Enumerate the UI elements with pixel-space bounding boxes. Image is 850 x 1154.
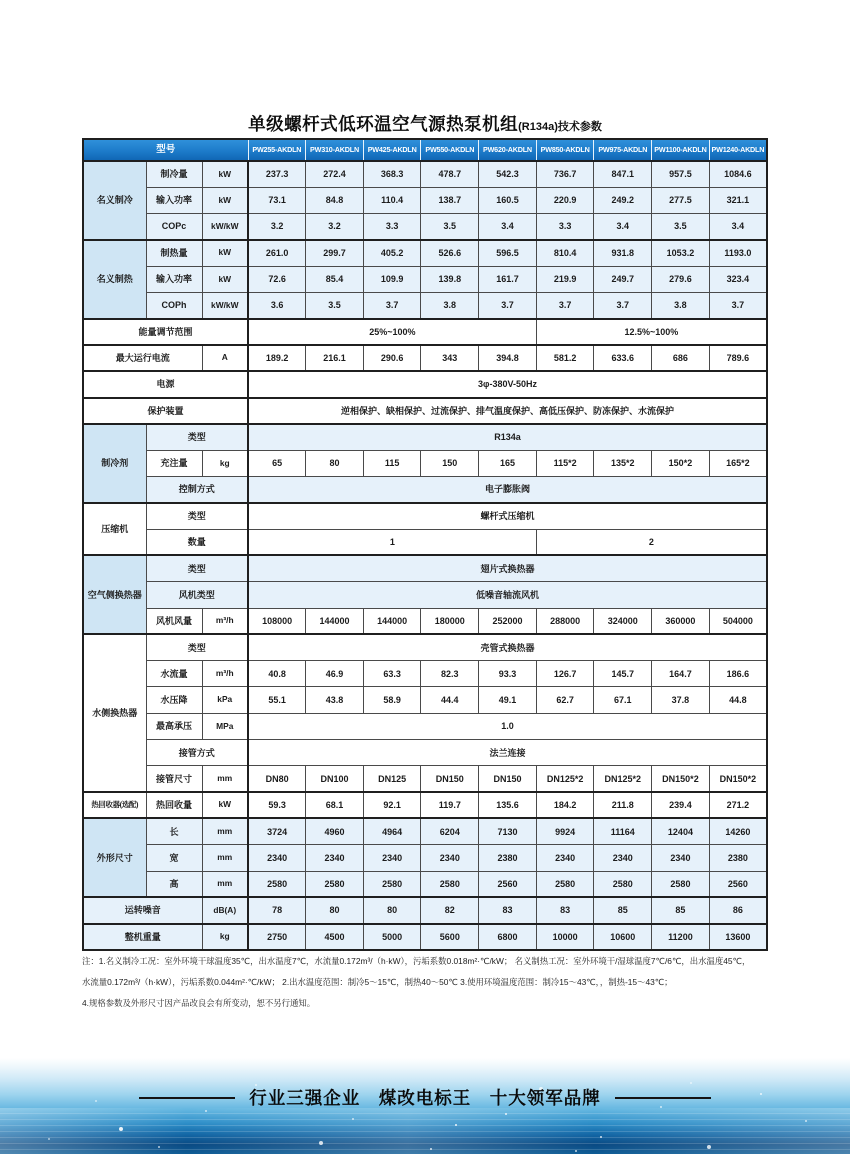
- group-label: 热回收器(选配): [83, 792, 146, 818]
- value-cell: DN150: [421, 766, 479, 792]
- value-cell: 4500: [306, 924, 364, 950]
- model-header: PW310-AKDLN: [306, 139, 364, 161]
- value-cell: 10000: [536, 924, 594, 950]
- value-cell: 5000: [363, 924, 421, 950]
- value-cell: 109.9: [363, 266, 421, 292]
- value-cell: 螺杆式压缩机: [248, 503, 767, 529]
- value-cell: 180000: [421, 608, 479, 634]
- value-cell: 144000: [306, 608, 364, 634]
- row-label: 数量: [146, 529, 248, 555]
- row-label: 类型: [146, 634, 248, 660]
- model-header-row: [83, 139, 767, 161]
- value-cell: 法兰连接: [248, 740, 767, 766]
- value-cell: 3.4: [709, 214, 767, 240]
- value-cell: 3.2: [248, 214, 306, 240]
- value-cell: DN100: [306, 766, 364, 792]
- divider-line: [615, 1097, 711, 1099]
- value-cell: 2580: [363, 871, 421, 897]
- value-cell: 504000: [709, 608, 767, 634]
- sparkle-dots-decoration: [0, 1058, 2, 1060]
- row-label: 水压降: [146, 687, 202, 713]
- model-header: PW255-AKDLN: [248, 139, 306, 161]
- value-cell: 55.1: [248, 687, 306, 713]
- value-cell: 3.3: [536, 214, 594, 240]
- value-cell: DN150*2: [709, 766, 767, 792]
- table-row: [83, 450, 767, 476]
- value-cell: 2580: [306, 871, 364, 897]
- value-cell: 189.2: [248, 345, 306, 371]
- value-cell: 368.3: [363, 161, 421, 187]
- value-cell: 321.1: [709, 187, 767, 213]
- table-row: [83, 582, 767, 608]
- unit-label: kW: [202, 792, 248, 818]
- value-cell: 86: [709, 897, 767, 923]
- value-cell: 62.7: [536, 687, 594, 713]
- footnote-line: 水流量0.172m³/（h·kW），污垢系数0.044m²·℃/kW； 2.出水温度范围：制冷5～15℃，制热40～50℃ 3.使用环境温度范围：制冷15～43℃，，制热-15～43℃；: [82, 977, 673, 987]
- value-cell: DN125*2: [536, 766, 594, 792]
- value-cell: 931.8: [594, 240, 652, 266]
- unit-label: kW/kW: [202, 292, 248, 318]
- value-cell: 43.8: [306, 687, 364, 713]
- value-cell: 44.8: [709, 687, 767, 713]
- row-label: 运转噪音: [83, 897, 202, 923]
- row-label: COPh: [146, 292, 202, 318]
- value-cell: 1084.6: [709, 161, 767, 187]
- table-row: [83, 161, 767, 187]
- value-cell: 272.4: [306, 161, 364, 187]
- value-cell: DN80: [248, 766, 306, 792]
- footnotes: [82, 951, 768, 1014]
- value-cell: 279.6: [652, 266, 710, 292]
- footer-banner: [0, 1058, 850, 1154]
- table-row: [83, 555, 767, 581]
- models-corner-label: 型号: [83, 139, 248, 161]
- value-cell: 216.1: [306, 345, 364, 371]
- value-cell: 83: [536, 897, 594, 923]
- value-cell: 2580: [248, 871, 306, 897]
- unit-label: m³/h: [202, 608, 248, 634]
- value-cell: 3.4: [479, 214, 537, 240]
- value-cell: 2340: [652, 845, 710, 871]
- value-cell: 2340: [421, 845, 479, 871]
- table-row: [83, 713, 767, 739]
- group-label: 名义制热: [83, 240, 146, 319]
- value-cell: DN125: [363, 766, 421, 792]
- value-cell: 逆相保护、缺相保护、过流保护、排气温度保护、高低压保护、防冻保护、水流保护: [248, 398, 767, 424]
- value-cell: 84.8: [306, 187, 364, 213]
- value-cell: 3.5: [652, 214, 710, 240]
- value-cell: 3.2: [306, 214, 364, 240]
- value-cell: 126.7: [536, 661, 594, 687]
- value-cell: 3.6: [248, 292, 306, 318]
- value-cell: 290.6: [363, 345, 421, 371]
- value-cell: 220.9: [536, 187, 594, 213]
- table-row: [83, 240, 767, 266]
- slogan-row: [0, 1085, 850, 1110]
- value-cell: 1053.2: [652, 240, 710, 266]
- page-title: [82, 111, 768, 136]
- value-cell: 360000: [652, 608, 710, 634]
- row-label: 类型: [146, 503, 248, 529]
- value-cell: 789.6: [709, 345, 767, 371]
- row-label: 最高承压: [146, 713, 202, 739]
- table-row: [83, 661, 767, 687]
- table-row: [83, 503, 767, 529]
- page-title-suffix: (R134a)技术参数: [518, 121, 602, 133]
- value-cell: 25%~100%: [248, 319, 536, 345]
- group-label: 空气侧换热器: [83, 555, 146, 634]
- model-header: PW850-AKDLN: [536, 139, 594, 161]
- value-cell: 150: [421, 450, 479, 476]
- model-header: PW1240-AKDLN: [709, 139, 767, 161]
- footnote-line: 4.规格参数及外形尺寸因产品改良会有所变动，恕不另行通知。: [82, 998, 316, 1008]
- value-cell: 736.7: [536, 161, 594, 187]
- value-cell: 1: [248, 529, 536, 555]
- unit-label: m³/h: [202, 661, 248, 687]
- value-cell: 2580: [421, 871, 479, 897]
- value-cell: 低噪音轴流风机: [248, 582, 767, 608]
- value-cell: 150*2: [652, 450, 710, 476]
- value-cell: 394.8: [479, 345, 537, 371]
- value-cell: 3.3: [363, 214, 421, 240]
- value-cell: 323.4: [709, 266, 767, 292]
- value-cell: 110.4: [363, 187, 421, 213]
- unit-label: kW: [202, 187, 248, 213]
- row-label: 类型: [146, 555, 248, 581]
- unit-label: mm: [202, 766, 248, 792]
- value-cell: 2560: [709, 871, 767, 897]
- table-row: [83, 398, 767, 424]
- value-cell: 7130: [479, 818, 537, 844]
- table-row: [83, 845, 767, 871]
- table-row: [83, 871, 767, 897]
- model-header: PW1100-AKDLN: [652, 139, 710, 161]
- value-cell: 145.7: [594, 661, 652, 687]
- model-header: PW550-AKDLN: [421, 139, 479, 161]
- value-cell: 44.4: [421, 687, 479, 713]
- value-cell: 85.4: [306, 266, 364, 292]
- table-row: [83, 214, 767, 240]
- value-cell: 810.4: [536, 240, 594, 266]
- value-cell: 343: [421, 345, 479, 371]
- value-cell: 144000: [363, 608, 421, 634]
- value-cell: 957.5: [652, 161, 710, 187]
- value-cell: 63.3: [363, 661, 421, 687]
- value-cell: 4960: [306, 818, 364, 844]
- value-cell: 2560: [479, 871, 537, 897]
- value-cell: 2380: [709, 845, 767, 871]
- value-cell: 12.5%~100%: [536, 319, 767, 345]
- unit-label: dB(A): [202, 897, 248, 923]
- value-cell: 526.6: [421, 240, 479, 266]
- model-header: PW975-AKDLN: [594, 139, 652, 161]
- value-cell: 119.7: [421, 792, 479, 818]
- value-cell: 160.5: [479, 187, 537, 213]
- value-cell: 80: [363, 897, 421, 923]
- row-label: 保护装置: [83, 398, 248, 424]
- value-cell: R134a: [248, 424, 767, 450]
- value-cell: 67.1: [594, 687, 652, 713]
- value-cell: 405.2: [363, 240, 421, 266]
- table-row: [83, 897, 767, 923]
- unit-label: mm: [202, 818, 248, 844]
- value-cell: 12404: [652, 818, 710, 844]
- value-cell: 2340: [594, 845, 652, 871]
- value-cell: 壳管式换热器: [248, 634, 767, 660]
- value-cell: 288000: [536, 608, 594, 634]
- value-cell: 68.1: [306, 792, 364, 818]
- table-row: [83, 529, 767, 555]
- value-cell: 596.5: [479, 240, 537, 266]
- value-cell: 847.1: [594, 161, 652, 187]
- table-row: [83, 371, 767, 397]
- model-header: PW620-AKDLN: [479, 139, 537, 161]
- row-label: 输入功率: [146, 266, 202, 292]
- value-cell: 3.5: [421, 214, 479, 240]
- value-cell: 83: [479, 897, 537, 923]
- value-cell: 14260: [709, 818, 767, 844]
- value-cell: 115: [363, 450, 421, 476]
- value-cell: 165: [479, 450, 537, 476]
- table-row: [83, 292, 767, 318]
- page-title-main: 单级螺杆式低环温空气源热泵机组: [248, 114, 519, 134]
- value-cell: DN150*2: [652, 766, 710, 792]
- value-cell: 542.3: [479, 161, 537, 187]
- row-label: 风机类型: [146, 582, 248, 608]
- model-header: PW425-AKDLN: [363, 139, 421, 161]
- group-label: 外形尺寸: [83, 818, 146, 897]
- table-row: [83, 924, 767, 950]
- unit-label: mm: [202, 871, 248, 897]
- value-cell: 电子膨胀阀: [248, 477, 767, 503]
- group-label: 水侧换热器: [83, 634, 146, 792]
- row-label: 整机重量: [83, 924, 202, 950]
- unit-label: MPa: [202, 713, 248, 739]
- value-cell: 80: [306, 450, 364, 476]
- unit-label: kW: [202, 266, 248, 292]
- value-cell: 82.3: [421, 661, 479, 687]
- row-label: 接管方式: [146, 740, 248, 766]
- table-row: [83, 266, 767, 292]
- value-cell: 6204: [421, 818, 479, 844]
- value-cell: 3.8: [652, 292, 710, 318]
- value-cell: 65: [248, 450, 306, 476]
- value-cell: 2580: [594, 871, 652, 897]
- value-cell: 3.7: [709, 292, 767, 318]
- value-cell: 581.2: [536, 345, 594, 371]
- table-row: [83, 792, 767, 818]
- value-cell: 85: [652, 897, 710, 923]
- value-cell: 249.2: [594, 187, 652, 213]
- table-row: [83, 818, 767, 844]
- row-label: 高: [146, 871, 202, 897]
- value-cell: 40.8: [248, 661, 306, 687]
- group-label: 压缩机: [83, 503, 146, 556]
- row-label: 电源: [83, 371, 248, 397]
- value-cell: 93.3: [479, 661, 537, 687]
- value-cell: 299.7: [306, 240, 364, 266]
- value-cell: 3.7: [479, 292, 537, 318]
- unit-label: kg: [202, 924, 248, 950]
- row-label: 制热量: [146, 240, 202, 266]
- spec-table: [82, 138, 768, 951]
- value-cell: 252000: [479, 608, 537, 634]
- row-label: 热回收量: [146, 792, 202, 818]
- value-cell: 4964: [363, 818, 421, 844]
- table-row: [83, 319, 767, 345]
- unit-label: kW/kW: [202, 214, 248, 240]
- value-cell: 249.7: [594, 266, 652, 292]
- value-cell: 3.7: [536, 292, 594, 318]
- value-cell: 5600: [421, 924, 479, 950]
- value-cell: 82: [421, 897, 479, 923]
- row-label: 长: [146, 818, 202, 844]
- unit-label: kW: [202, 240, 248, 266]
- row-label: COPc: [146, 214, 202, 240]
- divider-line: [139, 1097, 235, 1099]
- value-cell: 2580: [536, 871, 594, 897]
- group-label: 名义制冷: [83, 161, 146, 240]
- table-row: [83, 608, 767, 634]
- value-cell: 135*2: [594, 450, 652, 476]
- value-cell: 277.5: [652, 187, 710, 213]
- value-cell: 10600: [594, 924, 652, 950]
- unit-label: A: [202, 345, 248, 371]
- value-cell: 108000: [248, 608, 306, 634]
- value-cell: 478.7: [421, 161, 479, 187]
- unit-label: mm: [202, 845, 248, 871]
- value-cell: 11164: [594, 818, 652, 844]
- table-row: [83, 187, 767, 213]
- value-cell: 58.9: [363, 687, 421, 713]
- value-cell: 324000: [594, 608, 652, 634]
- row-label: 控制方式: [146, 477, 248, 503]
- row-label: 最大运行电流: [83, 345, 202, 371]
- value-cell: 2340: [248, 845, 306, 871]
- table-row: [83, 424, 767, 450]
- row-label: 接管尺寸: [146, 766, 202, 792]
- value-cell: 46.9: [306, 661, 364, 687]
- value-cell: 3.4: [594, 214, 652, 240]
- row-label: 充注量: [146, 450, 202, 476]
- value-cell: 80: [306, 897, 364, 923]
- row-label: 水流量: [146, 661, 202, 687]
- value-cell: 92.1: [363, 792, 421, 818]
- table-row: [83, 766, 767, 792]
- value-cell: 138.7: [421, 187, 479, 213]
- value-cell: 115*2: [536, 450, 594, 476]
- value-cell: 2580: [652, 871, 710, 897]
- brand-slogan: 行业三强企业 煤改电标王 十大领军品牌: [249, 1088, 601, 1108]
- row-label: 能量调节范围: [83, 319, 248, 345]
- value-cell: 3.5: [306, 292, 364, 318]
- row-label: 类型: [146, 424, 248, 450]
- value-cell: 2340: [306, 845, 364, 871]
- value-cell: 139.8: [421, 266, 479, 292]
- value-cell: 1193.0: [709, 240, 767, 266]
- row-label: 宽: [146, 845, 202, 871]
- value-cell: 135.6: [479, 792, 537, 818]
- table-row: [83, 740, 767, 766]
- table-row: [83, 687, 767, 713]
- value-cell: 237.3: [248, 161, 306, 187]
- value-cell: 211.8: [594, 792, 652, 818]
- value-cell: 73.1: [248, 187, 306, 213]
- row-label: 制冷量: [146, 161, 202, 187]
- value-cell: 239.4: [652, 792, 710, 818]
- value-cell: 161.7: [479, 266, 537, 292]
- value-cell: DN150: [479, 766, 537, 792]
- value-cell: 3724: [248, 818, 306, 844]
- table-row: [83, 634, 767, 660]
- value-cell: 59.3: [248, 792, 306, 818]
- value-cell: 49.1: [479, 687, 537, 713]
- value-cell: 6800: [479, 924, 537, 950]
- value-cell: 11200: [652, 924, 710, 950]
- value-cell: 633.6: [594, 345, 652, 371]
- value-cell: 186.6: [709, 661, 767, 687]
- value-cell: 9924: [536, 818, 594, 844]
- footnote-line: 注：1.名义制冷工况：室外环境干球温度35℃，出水温度7℃，水流量0.172m³/（h·kW），污垢系数0.018m²·℃/kW； 名义制热工况：室外环境干/湿球温度7℃/6℃，出水温度45℃，: [82, 956, 751, 966]
- value-cell: 184.2: [536, 792, 594, 818]
- value-cell: 1.0: [248, 713, 767, 739]
- unit-label: kPa: [202, 687, 248, 713]
- value-cell: 2340: [536, 845, 594, 871]
- value-cell: 261.0: [248, 240, 306, 266]
- value-cell: 3φ-380V-50Hz: [248, 371, 767, 397]
- value-cell: 72.6: [248, 266, 306, 292]
- value-cell: 13600: [709, 924, 767, 950]
- water-streaks-decoration: [0, 1108, 850, 1154]
- value-cell: 37.8: [652, 687, 710, 713]
- group-label: 制冷剂: [83, 424, 146, 503]
- value-cell: 2380: [479, 845, 537, 871]
- value-cell: DN125*2: [594, 766, 652, 792]
- value-cell: 78: [248, 897, 306, 923]
- value-cell: 164.7: [652, 661, 710, 687]
- value-cell: 2: [536, 529, 767, 555]
- spec-table-body: [83, 161, 767, 950]
- value-cell: 翅片式换热器: [248, 555, 767, 581]
- value-cell: 3.7: [363, 292, 421, 318]
- value-cell: 686: [652, 345, 710, 371]
- value-cell: 85: [594, 897, 652, 923]
- row-label: 输入功率: [146, 187, 202, 213]
- value-cell: 271.2: [709, 792, 767, 818]
- table-row: [83, 345, 767, 371]
- value-cell: 219.9: [536, 266, 594, 292]
- value-cell: 2750: [248, 924, 306, 950]
- value-cell: 165*2: [709, 450, 767, 476]
- value-cell: 3.7: [594, 292, 652, 318]
- value-cell: 2340: [363, 845, 421, 871]
- table-row: [83, 477, 767, 503]
- unit-label: kg: [202, 450, 248, 476]
- row-label: 风机风量: [146, 608, 202, 634]
- value-cell: 3.8: [421, 292, 479, 318]
- unit-label: kW: [202, 161, 248, 187]
